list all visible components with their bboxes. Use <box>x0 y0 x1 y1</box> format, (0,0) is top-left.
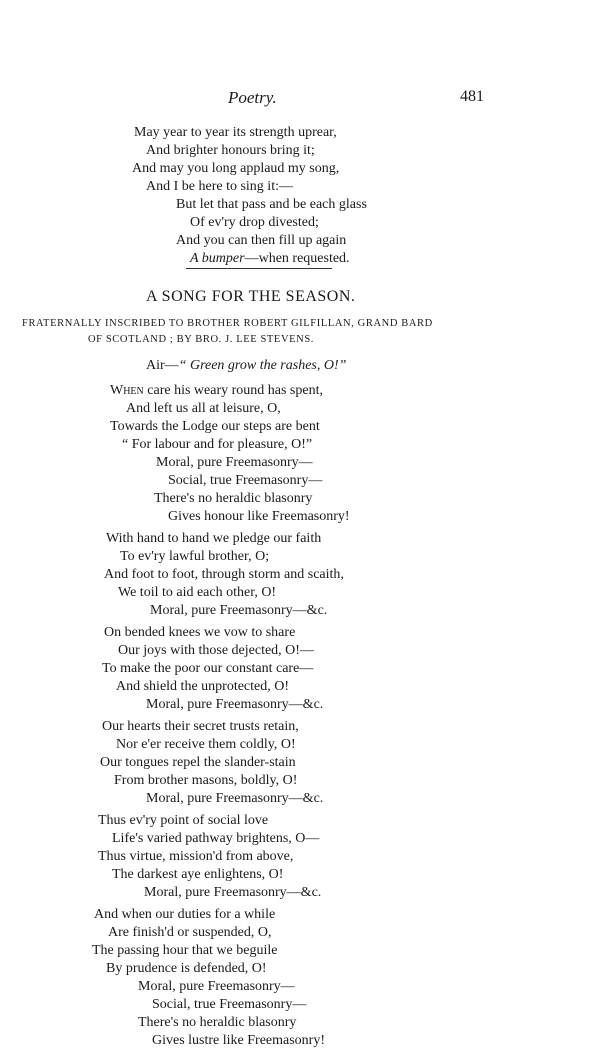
poem-line: Are finish'd or suspended, O, <box>108 925 272 940</box>
poem-line: And foot to foot, through storm and scaith, <box>104 567 344 582</box>
poem-line: Thus virtue, mission'd from above, <box>98 849 294 864</box>
poem-line: Nor e'er receive them coldly, O! <box>116 737 296 752</box>
poem-line: On bended knees we vow to share <box>104 625 296 640</box>
poem-line: “ For labour and for pleasure, O!” <box>122 437 313 452</box>
poem-line: By prudence is defended, O! <box>106 961 267 976</box>
section-divider <box>186 268 332 269</box>
air-line <box>146 358 346 374</box>
chorus-line: Gives honour like Freemasonry! <box>168 509 350 524</box>
dedication-line-2: OF SCOTLAND ; BY BRO. J. LEE STEVENS. <box>88 334 314 345</box>
drop-cap-word: When <box>110 383 144 398</box>
chorus-line: Moral, pure Freemasonry—&c. <box>150 603 328 618</box>
chorus-line: Moral, pure Freemasonry—&c. <box>146 791 324 806</box>
bumper-rest: —when requested. <box>244 251 350 266</box>
poem-line: The darkest aye enlightens, O! <box>112 867 284 882</box>
chorus-line: Moral, pure Freemasonry—&c. <box>146 697 324 712</box>
poem-line: But let that pass and be each glass <box>176 197 367 212</box>
poem-line: And may you long applaud my song, <box>132 161 340 176</box>
air-tune: “ Green grow the rashes, O!” <box>178 358 347 373</box>
chorus-line: Moral, pure Freemasonry— <box>138 979 295 994</box>
poem-line: And brighter honours bring it; <box>146 143 315 158</box>
poem-line: Our hearts their secret trusts retain, <box>102 719 299 734</box>
poem-line: To make the poor our constant care— <box>102 661 314 676</box>
poem-line: And you can then fill up again <box>176 233 347 248</box>
poem-line: And shield the unprotected, O! <box>116 679 290 694</box>
line-text: care his weary round has spent, <box>143 383 323 398</box>
poem-line: Our joys with those dejected, O!— <box>118 643 314 658</box>
bumper-word: A bumper <box>190 251 245 266</box>
poem-line: And when our duties for a while <box>94 907 276 922</box>
poem-line <box>110 382 323 400</box>
chorus-line: There's no heraldic blasonry <box>138 1015 297 1030</box>
running-title: Poetry. <box>228 88 277 107</box>
chorus-line: Social, true Freemasonry— <box>152 997 307 1012</box>
poem-line: Our tongues repel the slander-stain <box>100 755 296 770</box>
poem-line <box>190 250 350 268</box>
poem-line: Of ev'ry drop divested; <box>190 215 319 230</box>
dedication-line-1: FRATERNALLY INSCRIBED TO BROTHER ROBERT GILFILLAN, GRAND BARD <box>22 318 433 329</box>
poem-line: We toil to aid each other, O! <box>118 585 277 600</box>
poem-line: Life's varied pathway brightens, O— <box>112 831 320 846</box>
poem-line: Towards the Lodge our steps are bent <box>110 419 320 434</box>
page-number: 481 <box>460 88 484 105</box>
poem-line: And I be here to sing it:— <box>146 179 293 194</box>
chorus-line: Social, true Freemasonry— <box>168 473 323 488</box>
poem-line: May year to year its strength uprear, <box>134 125 337 140</box>
poem-line: The passing hour that we beguile <box>92 943 278 958</box>
poem-line: Thus ev'ry point of social love <box>98 813 269 828</box>
song-title: A SONG FOR THE SEASON. <box>146 288 356 305</box>
poem-line: And left us all at leisure, O, <box>126 401 281 416</box>
poem-line: To ev'ry lawful brother, O; <box>120 549 270 564</box>
chorus-line: Moral, pure Freemasonry— <box>156 455 313 470</box>
running-header <box>0 88 606 112</box>
chorus-line: Moral, pure Freemasonry—&c. <box>144 885 322 900</box>
air-prefix: Air— <box>146 358 179 373</box>
poem-line: With hand to hand we pledge our faith <box>106 531 322 546</box>
chorus-line: There's no heraldic blasonry <box>154 491 313 506</box>
poem-line: From brother masons, boldly, O! <box>114 773 298 788</box>
chorus-line: Gives lustre like Freemasonry! <box>152 1033 326 1048</box>
